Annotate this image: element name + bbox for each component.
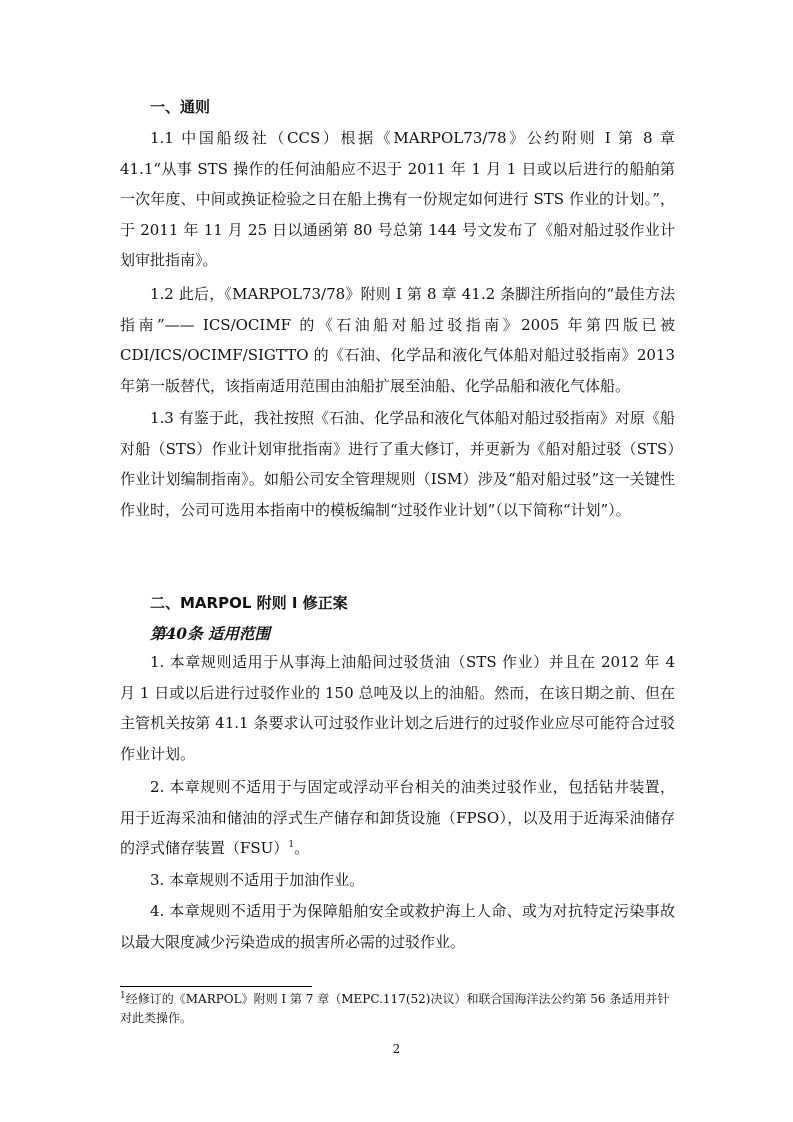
footnote-text: 经修订的《MARPOL》附则 I 第 7 章（MEPC.117(52)决议）和联合国海洋法公约第 56 条适用并针对此类操作。: [120, 992, 670, 1025]
rule-paragraph-1: 1. 本章规则适用于从事海上油船间过驳货油（STS 作业）并且在 2012 年 4 月 1 日或以后进行过驳作业的 150 总吨及以上的油船。然而，在该日期之前、但在主管机关按第 41.1 条要求认可过驳作业计划之后进行的过驳作业应尽可能符合过驳作业计划。: [120, 653, 675, 763]
paragraph-1-2: 1.2 此后，《MARPOL73/78》附则 I 第 8 章 41.2 条脚注所指向的“最佳方法指南”—— ICS/OCIMF 的《石油船对船过驳指南》2005 年第四版已被 CDI/ICS/OCIMF/SIGTTO 的《石油、化学品和液化气体船对船过驳指南》2013 年第一版替代，该指南适用范围由油船扩展至油船、化学品船和液化气体船。: [120, 285, 675, 395]
article-40-subheading: 第40条 适用范围: [150, 624, 270, 643]
rule-paragraph-2-text: 2. 本章规则不适用于与固定或浮动平台相关的油类过驳作业，包括钻井装置，用于近海采油和储油的浮式生产储存和卸货设施（FPSO），以及用于近海采油储存的浮式储存装置（FSU）: [120, 778, 675, 857]
footnote: [120, 990, 680, 1028]
footnote-reference[interactable]: 1: [288, 840, 295, 850]
footnote-marker: 1: [120, 991, 126, 1001]
page-number: 2: [392, 1042, 401, 1056]
rule-paragraph-2: 2. 本章规则不适用于与固定或浮动平台相关的油类过驳作业，包括钻井装置，用于近海采油和储油的浮式生产储存和卸货设施（FPSO），以及用于近海采油储存的浮式储存装置（FSU）$^1$。: [120, 778, 675, 857]
paragraph-1-1: 1.1 中国船级社（CCS）根据《MARPOL73/78》公约附则 I 第 8 章 41.1“从事 STS 操作的任何油船应不迟于 2011 年 1 月 1 日或以后进行的船舶第一次年度、中间或换证检验之日在船上携有一份规定如何进行 STS 作业的计划。”，于 2011 年 11 月 25 日以通函第 80 号总第 144 号文发布了《船对船过驳作业计划审批指南》。: [120, 129, 675, 269]
section-1-heading: 一、通则: [150, 98, 211, 116]
section-2-heading: 二、MARPOL 附则 I 修正案: [150, 594, 348, 612]
rule-paragraph-4: 4. 本章规则不适用于为保障船舶安全或救护海上人命、或为对抗特定污染事故以最大限度减少污染造成的损害所必需的过驳作业。: [120, 902, 675, 951]
footnote-divider: [120, 986, 312, 987]
rule-paragraph-3: 3. 本章规则不适用于加油作业。: [150, 871, 365, 889]
paragraph-1-3: 1.3 有鉴于此，我社按照《石油、化学品和液化气体船对船过驳指南》对原《船对船（STS）作业计划审批指南》进行了重大修订，并更新为《船对船过驳（STS）作业计划编制指南》。如船公司安全管理规则（ISM）涉及“船对船过驳”这一关键性作业时，公司可选用本指南中的模板编制“过驳作业计划”（以下简称“计划”）。: [120, 409, 675, 519]
